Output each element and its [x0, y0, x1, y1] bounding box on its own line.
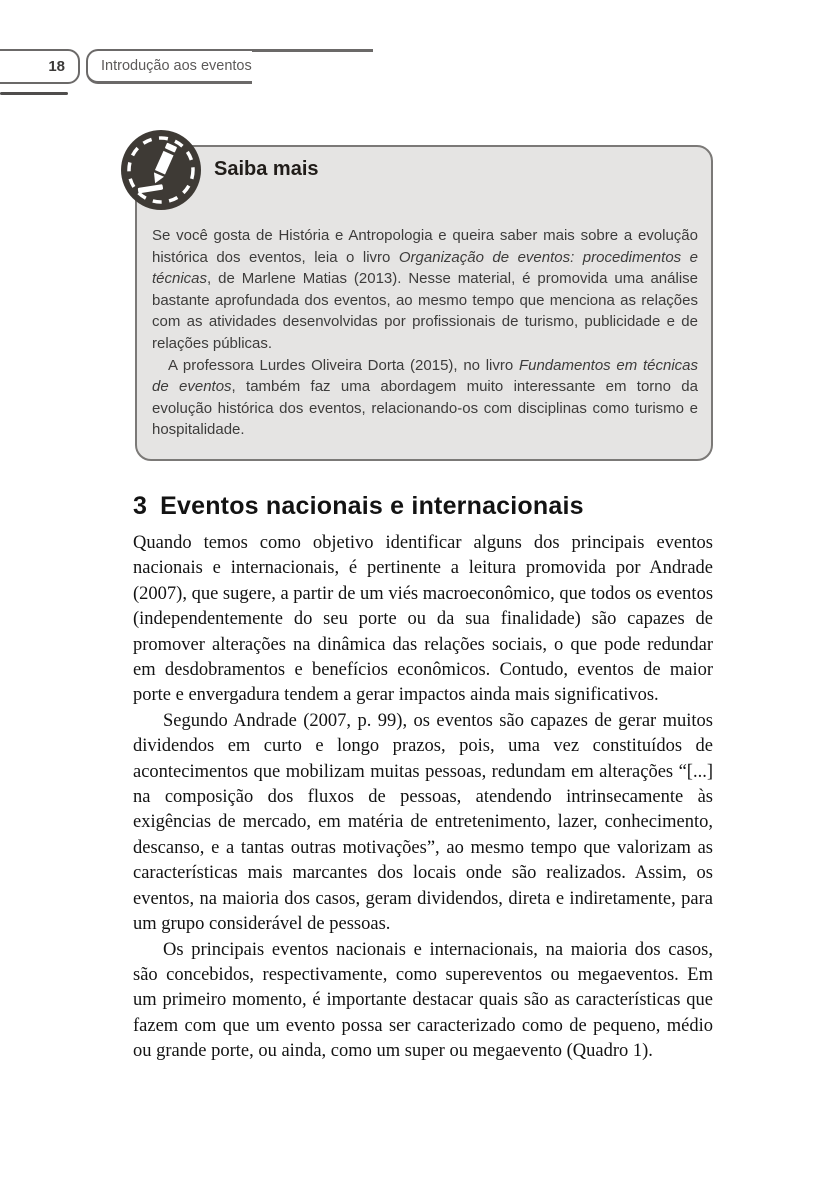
page-number-box [0, 49, 80, 84]
infobox-paragraph-text: A professora Lurdes Oliveira Dorta (2015), no livro [168, 356, 519, 374]
infobox-text [152, 225, 698, 441]
section-number: 3 [133, 491, 148, 520]
section-heading [133, 492, 584, 521]
infobox-title: Saiba mais [214, 158, 319, 180]
chapter-title: Introdução aos eventos [101, 58, 252, 74]
pencil-icon [121, 130, 201, 210]
section-title: Eventos nacionais e internacionais [160, 491, 584, 520]
book-title-italic: Fundamentos em técnicas de eventos [152, 356, 698, 396]
infobox-paragraph-text: , de Marlene Matias (2013). Nesse material, é promovida uma análise bastante aprofundada dos eventos, ao mesmo tempo que menciona as relações com as atividades desenvolvidas por profissionais de turismo, publicidade e de relações públicas. [152, 270, 698, 352]
body-paragraph: Quando temos como objetivo identificar alguns dos principais eventos nacionais e internacionais, é pertinente a leitura promovida por Andrade (2007), que sugere, a partir de um viés macroeconômico, que todos os eventos (independentemente do seu porte ou da sua finalidade) são capazes de promover alterações na dinâmica das relações sociais, o que pode redundar em desdobramentos e benefícios econômicos. Contudo, eventos de maior porte e envergadura tendem a gerar impactos ainda mais significativos. [133, 533, 714, 706]
body-text [133, 531, 713, 1065]
infobox-paragraph-text: , também faz uma abordagem muito interessante em torno da evolução histórica dos eventos, relacionando-os com disciplinas como turismo e hospitalidade. [152, 378, 698, 439]
chapter-title-box [86, 49, 252, 84]
infobox-paragraph-text: Se você gosta de História e Antropologia e queira saber mais sobre a evolução histórica dos eventos, leia o livro [152, 227, 698, 266]
body-paragraph: Segundo Andrade (2007, p. 99), os eventos são capazes de gerar muitos dividendos em curto e longo prazos, pois, uma vez constituídos de acontecimentos que mobilizam muitas pessoas, redundam em alterações “[...] na composição dos fluxos de pessoas, atendendo intrinsecamente às exigências de mercado, em matéria de entretenimento, lazer, conhecimento, descanso, e a tantas outras motivações”, ao mesmo tempo que valorizam as características mais marcantes dos locais onde são realizados. Assim, os eventos, na maioria dos casos, geram dividendos, direta e indiretamente, para um grupo considerável de pessoas. [133, 710, 713, 935]
page-number: 18 [48, 58, 65, 75]
chapter-box-top-rule [252, 49, 373, 52]
page-number-underline [0, 92, 68, 95]
infobox-paragraph [152, 355, 698, 441]
saiba-mais-box [135, 145, 713, 461]
book-title-italic: Organização de eventos: procedimentos e técnicas [152, 248, 698, 288]
infobox-paragraph [152, 225, 698, 355]
body-paragraph: Os principais eventos nacionais e internacionais, na maioria dos casos, são concebidos, respectivamente, como supereventos ou megaeventos. Em um primeiro momento, é importante destacar quais são as características que fazem com que um evento possa ser caracterizado como de pequeno, médio ou grande porte, ou ainda, como um super ou megaevento (Quadro 1). [133, 939, 713, 1062]
